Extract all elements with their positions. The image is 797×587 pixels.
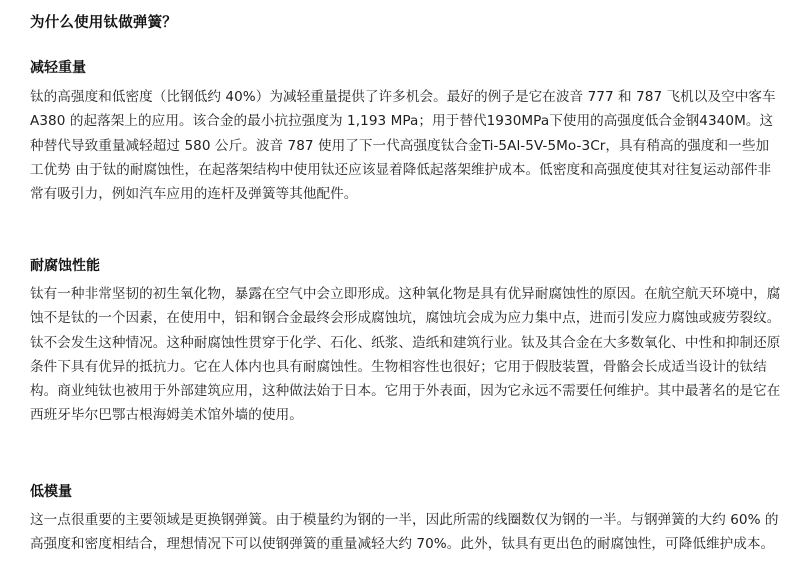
section-corrosion-resistance xyxy=(30,256,782,428)
section-low-modulus xyxy=(30,482,782,557)
section-heading: 低模量 xyxy=(30,484,72,500)
section-paragraph: 这一点很重要的主要领域是更换钢弹簧。由于模量约为钢的一半，因此所需的线圈数仅为钢的一半。与钢弹簧的大约 60% 的高强度和密度相结合，理想情况下可以使钢弹簧的重量减轻大约 70%。此外，钛具有更出色的耐腐蚀性，可降低维护成本。 xyxy=(30,512,779,553)
section-heading: 耐腐蚀性能 xyxy=(30,258,100,274)
section-heading: 减轻重量 xyxy=(30,60,86,76)
section-paragraph: 钛的高强度和低密度（比钢低约 40%）为减轻重量提供了许多机会。最好的例子是它在波音 777 和 787 飞机以及空中客车 A380 的起落架上的应用。该合金的最小抗拉强度为 1,193 MPa；用于替代1930MPa下使用的高强度低合金钢4340M。这种替代导致重量减轻超过 580 公斤。波音 787 使用了下一代高强度钛合金Ti-5Al-5V-5Mo-3Cr，具有稍高的强度和一些加工优势 由于钛的耐腐蚀性，在起落架结构中使用钛还应该显着降低起落架维护成本。低密度和高强度使其对往复运动部件非常有吸引力，例如汽车应用的连杆及弹簧等其他配件。 xyxy=(30,89,776,203)
page-title: 为什么使用钛做弹簧？ xyxy=(30,15,177,31)
section-paragraph: 钛有一种非常坚韧的初生氧化物，暴露在空气中会立即形成。这种氧化物是具有优异耐腐蚀性的原因。在航空航天环境中，腐蚀不是钛的一个因素，在使用中，铝和钢合金最终会形成腐蚀坑，腐蚀坑会成为应力集中点，进而引发应力腐蚀或疲劳裂纹。钛不会发生这种情况。这种耐腐蚀性贯穿于化学、石化、纸浆、造纸和建筑行业。钛及其合金在大多数氧化、中性和抑制还原条件下具有优异的抵抗力。它在人体内也具有耐腐蚀性。生物相容性也很好；它用于假肢装置，骨骼会长成适当设计的钛结构。商业纯钛也被用于外部建筑应用，这种做法始于日本。它用于外表面，因为它永远不需要任何维护。其中最著名的是它在西班牙毕尔巴鄂古根海姆美术馆外墙的使用。 xyxy=(30,286,781,424)
section-weight-reduction xyxy=(30,58,782,206)
